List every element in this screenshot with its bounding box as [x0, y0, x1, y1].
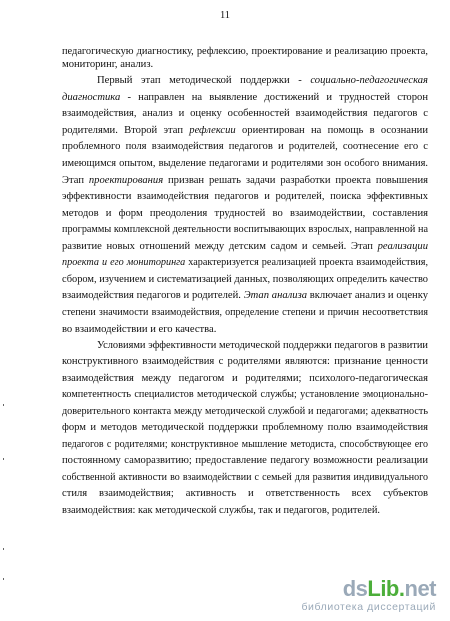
- text-line: [62, 257, 428, 269]
- italic-term: социально-педагогическая: [310, 75, 428, 86]
- text-segment: педагогическую диагностику, рефлексию, проектирование и реализацию проекта,: [62, 46, 428, 57]
- text-segment: - направлен на выявление достижений и трудностей сторон: [120, 92, 428, 103]
- text-line: [62, 108, 428, 120]
- page-number: 11: [219, 10, 231, 21]
- text-segment: постоянному саморазвитию; предоставление педагогу возможности реализации: [62, 455, 428, 466]
- dslib-logo: dsLib.net: [342, 576, 436, 601]
- italic-term: Этап анализа: [243, 290, 307, 301]
- text-segment: конструктивного взаимодействия с родителями являются: признание ценности: [62, 356, 428, 367]
- text-segment: Первый этап методической поддержки -: [97, 75, 311, 86]
- scan-artifact: [3, 458, 4, 460]
- text-line: [62, 389, 428, 401]
- text-segment: характеризуется реализацией проекта взаимодействия,: [185, 257, 428, 268]
- text-segment: мониторинг, анализ.: [62, 59, 154, 70]
- text-line: [62, 141, 428, 153]
- dslib-tagline: библиотека диссертаций: [301, 601, 436, 613]
- text-line: [62, 488, 428, 500]
- text-segment: развитие новых отношений между детским садом и семьей. Этап: [62, 241, 378, 252]
- text-line: [62, 373, 428, 385]
- text-segment: Условиями эффективности методической поддержки педагогов в развитии: [97, 340, 428, 351]
- text-line: [62, 175, 428, 187]
- text-segment: собственной активности во взаимодействии с семьей для развития индивидуального: [62, 472, 428, 483]
- text-line: [62, 158, 428, 170]
- text-segment: во взаимодействии и его качества.: [62, 324, 217, 335]
- text-segment: родителями. Второй этап: [62, 125, 190, 136]
- text-segment: взаимодействия между педагогом и родителями; психолого-педагогическая: [62, 373, 428, 384]
- text-line: [62, 422, 428, 434]
- italic-term: проекта и его мониторинга: [62, 257, 186, 268]
- text-line: [62, 241, 428, 253]
- text-line: [62, 439, 428, 451]
- text-line: [62, 290, 428, 302]
- text-line: [62, 191, 428, 203]
- text-segment: включает анализ и оценку: [307, 290, 428, 301]
- text-segment: доверительного контакта между методической службой и педагогами; адекватность: [62, 406, 428, 417]
- text-segment: эффективности взаимодействия педагогов и родителей, поиска эффективных: [62, 191, 428, 202]
- text-segment: педагогов с родителями; конструктивное мышление методиста, способствующее его: [62, 439, 428, 450]
- text-line: [62, 274, 428, 286]
- italic-term: реализации: [377, 241, 428, 252]
- text-segment: стиля взаимодействия; активность и ответственность всех субъектов: [62, 488, 428, 499]
- text-segment: степени значимости взаимодействия, определение степени и причин несоответствия: [62, 307, 428, 318]
- text-line: [62, 455, 428, 467]
- dslib-watermark: [246, 578, 436, 614]
- italic-term: диагностика: [62, 92, 121, 103]
- text-segment: программы комплексной деятельности воспитывающих взрослых, направленной на: [62, 224, 428, 235]
- text-segment: ориентирован на помощь в осознании: [235, 125, 428, 136]
- text-line: [62, 472, 428, 484]
- text-segment: методов и форм преодоления трудностей во взаимодействии, составления: [62, 208, 428, 219]
- text-segment: сбором, изучением и систематизацией данных, позволяющих определить качество: [62, 274, 428, 285]
- scan-artifact: [3, 578, 4, 580]
- text-line: [62, 356, 428, 368]
- text-line: [62, 208, 428, 220]
- text-line: [62, 46, 428, 58]
- text-segment: взаимодействия: как методической службы, так и педагогов, родителей.: [62, 505, 380, 516]
- text-segment: имеющимся опытом, выделение педагогами и родителями зон особого внимания.: [62, 158, 428, 169]
- italic-term: проектирования: [88, 175, 164, 186]
- text-line: [62, 307, 428, 319]
- text-line: [62, 92, 428, 104]
- italic-term: рефлексии: [189, 125, 236, 136]
- text-segment: взаимодействия педагогов и родителей.: [62, 290, 244, 301]
- text-line: [62, 324, 312, 336]
- text-segment: взаимодействия, анализ и оценку особенностей взаимодействия педагогов с: [62, 108, 428, 119]
- text-segment: компетентность специалистов методической службы; установление эмоционально-: [62, 389, 428, 400]
- text-line: [62, 125, 428, 137]
- text-segment: призван решать задачи разработки проекта повышения: [163, 175, 428, 186]
- text-segment: проблемного поля взаимодействия педагогов и родителей, соотнесение его с: [62, 141, 428, 152]
- text-line: [62, 505, 382, 517]
- text-line: [62, 224, 428, 236]
- scan-artifact: [3, 548, 4, 550]
- text-line: [97, 340, 428, 352]
- text-line: [62, 406, 428, 418]
- text-line: [97, 75, 428, 87]
- text-segment: форм и методов методической поддержки проблемному полю взаимодействия: [62, 422, 428, 433]
- text-line: [62, 59, 262, 71]
- text-segment: Этап: [62, 175, 89, 186]
- scan-artifact: [3, 404, 4, 406]
